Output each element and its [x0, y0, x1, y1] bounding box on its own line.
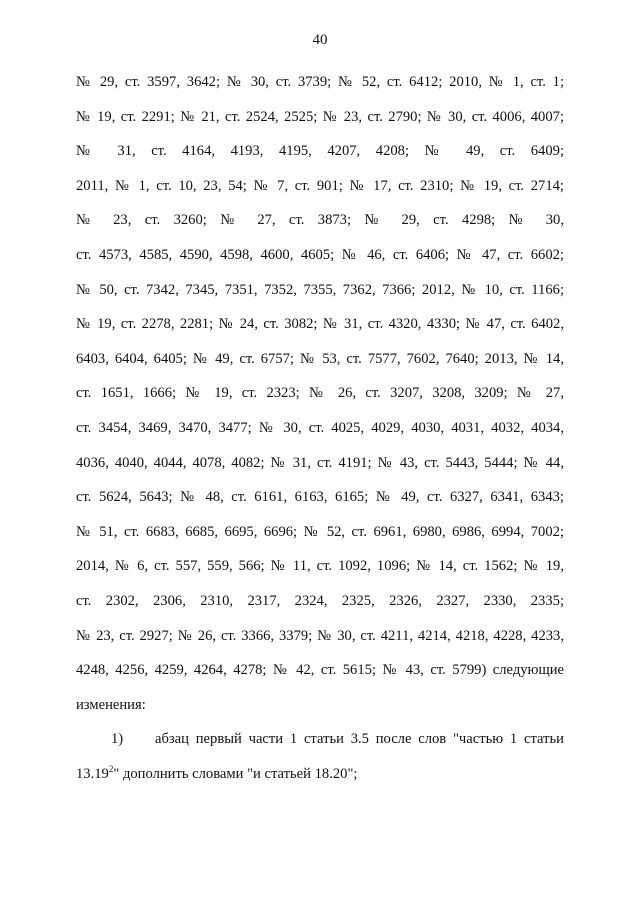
text-line: № 29, ст. 3597, 3642; № 30, ст. 3739; № 52, ст. 6412; 2010, № 1, ст. 1; [76, 74, 564, 90]
text-line: 2011, № 1, ст. 10, 23, 54; № 7, ст. 901; № 17, ст. 2310; № 19, ст. 2714; [76, 177, 564, 194]
text-line: 4248, 4256, 4259, 4264, 4278; № 42, ст. 5615; № 43, ст. 5799) следующие [76, 662, 564, 679]
text-line-last: изменения: [76, 696, 146, 713]
list-item-1 [76, 722, 564, 757]
text-line: 6403, 6404, 6405; № 49, ст. 6757; № 53, ст. 7577, 7602, 7640; 2013, № 14, [76, 350, 564, 367]
list-item-continuation-text: " дополнить словами "и статьей 18.20"; [113, 765, 358, 782]
text-line: № 23, ст. 3260; № 27, ст. 3873; № 29, ст. 4298; № 30, [76, 212, 564, 229]
text-line: № 19, ст. 2291; № 21, ст. 2524, 2525; № 23, ст. 2790; № 30, ст. 4006, 4007; [76, 108, 564, 125]
text-line: № 51, ст. 6683, 6685, 6695, 6696; № 52, ст. 6961, 6980, 6986, 6994, 7002; [76, 523, 564, 540]
text-line: № 50, ст. 7342, 7345, 7351, 7352, 7355, 7362, 7366; 2012, № 10, ст. 1166; [76, 281, 564, 298]
list-item-text: абзац первый части 1 статьи 3.5 после слов "частью 1 статьи [155, 731, 564, 748]
text-line: № 19, ст. 2278, 2281; № 24, ст. 3082; № 31, ст. 4320, 4330; № 47, ст. 6402, [76, 316, 564, 333]
page-number: 40 [312, 32, 328, 48]
text-line: ст. 3454, 3469, 3470, 3477; № 30, ст. 4025, 4029, 4030, 4031, 4032, 4034, [76, 419, 564, 436]
list-item-continuation [76, 757, 564, 792]
article-ref-superscript: 2 [108, 764, 114, 775]
text-line: ст. 2302, 2306, 2310, 2317, 2324, 2325, 2326, 2327, 2330, 2335; [76, 592, 564, 609]
text-line: ст. 1651, 1666; № 19, ст. 2323; № 26, ст. 3207, 3208, 3209; № 27, [76, 385, 564, 402]
document-body [76, 65, 564, 791]
text-line: 2014, № 6, ст. 557, 559, 566; № 11, ст. 1092, 1096; № 14, ст. 1562; № 19, [76, 558, 564, 575]
article-ref: 13.19 [76, 765, 109, 782]
text-line: № 31, ст. 4164, 4193, 4195, 4207, 4208; № 49, ст. 6409; [76, 143, 564, 160]
text-line: ст. 4573, 4585, 4590, 4598, 4600, 4605; № 46, ст. 6406; № 47, ст. 6602; [76, 246, 564, 263]
list-item-number: 1) [111, 731, 124, 748]
text-line: ст. 5624, 5643; № 48, ст. 6161, 6163, 6165; № 49, ст. 6327, 6341, 6343; [76, 489, 564, 506]
text-line: № 23, ст. 2927; № 26, ст. 3366, 3379; № 30, ст. 4211, 4214, 4218, 4228, 4233, [76, 627, 564, 644]
text-line: 4036, 4040, 4044, 4078, 4082; № 31, ст. 4191; № 43, ст. 5443, 5444; № 44, [76, 454, 564, 471]
